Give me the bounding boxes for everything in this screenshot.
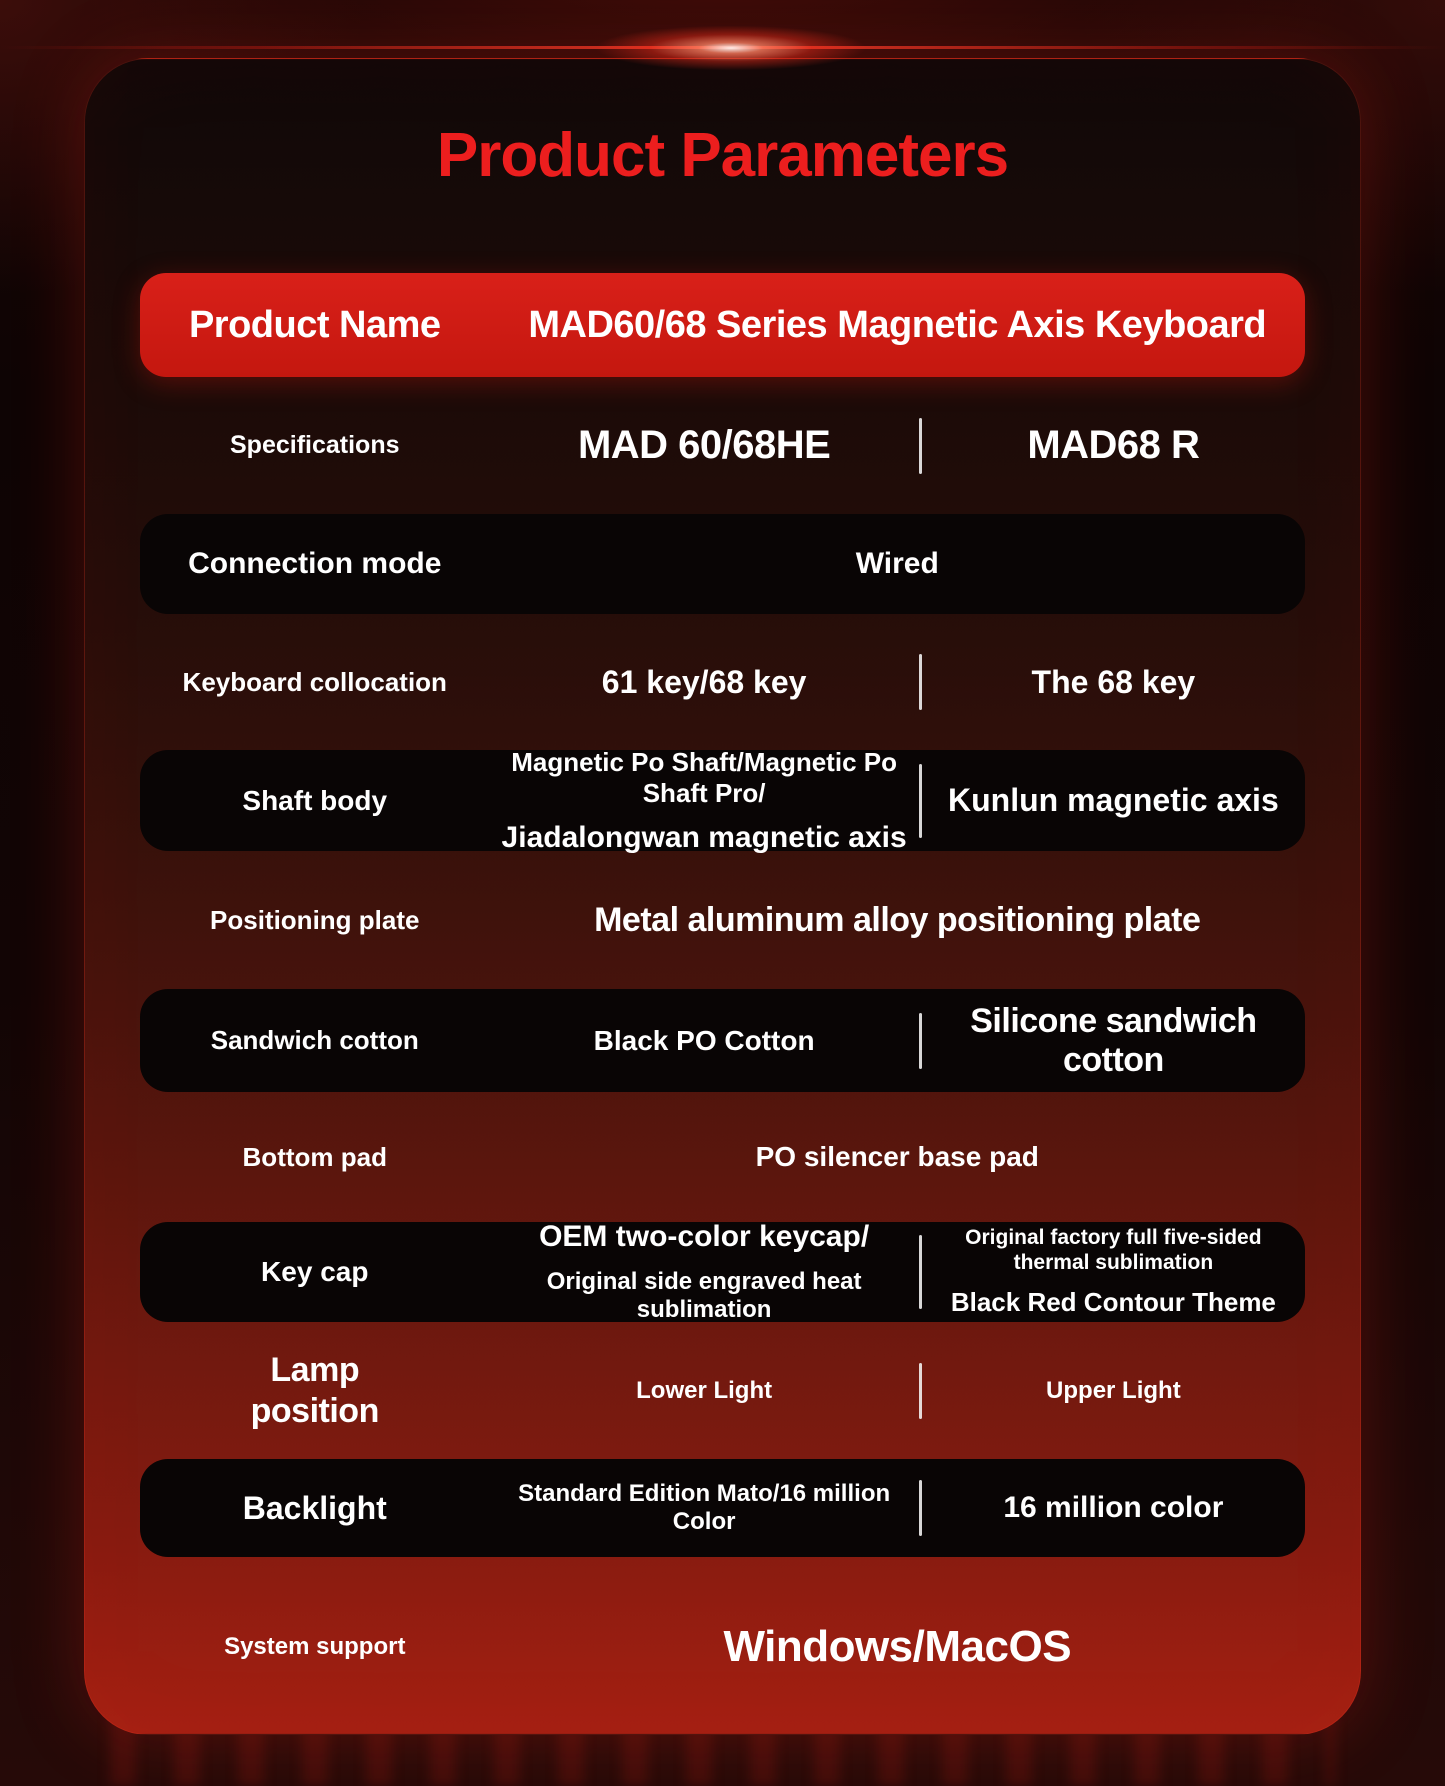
row-bottom-pad [140,1092,1305,1222]
row-lamp-position [140,1322,1305,1459]
specifications-col1: MAD 60/68HE [577,423,831,467]
keyboard-collocation-col1: 61 key/68 key [601,663,807,700]
key-cap-col1 [490,1220,919,1324]
row-connection-mode [140,514,1305,614]
bottom-pad-value: PO silencer base pad [755,1141,1039,1172]
positioning-plate-label: Positioning plate [210,904,420,935]
backlight-col2: 16 million color [1003,1491,1224,1524]
backlight-label: Backlight [242,1489,387,1526]
lamp-position-col1: Lower Light [636,1376,773,1404]
keyboard-collocation-col2: The 68 key [1031,663,1196,700]
specifications-col2: MAD68 R [1027,423,1200,467]
sandwich-cotton-label: Sandwich cotton [210,1025,419,1055]
connection-mode-value: Wired [855,547,939,580]
row-specifications [140,377,1305,514]
system-support-value: Windows/MacOS [723,1621,1072,1671]
shaft-body-col1-line2: Jiadalongwan magnetic axis [501,820,907,854]
page-title: Product Parameters [436,120,1009,190]
product-name-label: Product Name [188,303,441,346]
sandwich-cotton-col2: Silicone sandwich cotton [970,1001,1257,1079]
row-shaft-body [140,746,1305,854]
product-parameters-card [84,58,1361,1735]
shaft-body-col1 [490,747,919,855]
shaft-body-label: Shaft body [242,784,388,816]
shaft-body-col2: Kunlun magnetic axis [948,782,1279,818]
positioning-plate-value: Metal aluminum alloy positioning plate [594,900,1201,939]
row-system-support [140,1557,1305,1735]
shaft-body-col1-line1: Magnetic Po Shaft/Magnetic Po Shaft Pro/ [511,746,897,808]
key-cap-col1-line1: OEM two-color keycap/ [539,1220,870,1253]
row-backlight [140,1459,1305,1557]
key-cap-col2-line2: Black Red Contour Theme [950,1287,1276,1318]
backlight-col1: Standard Edition Mato/16 million Color [518,1480,891,1535]
row-product-name [140,273,1305,377]
row-key-cap [140,1222,1305,1322]
product-name-value: MAD60/68 Series Magnetic Axis Keyboard [528,303,1267,346]
lens-flare-line [0,46,1445,49]
keyboard-collocation-label: Keyboard collocation [182,666,447,697]
connection-mode-label: Connection mode [188,547,442,580]
lamp-position-col2: Upper Light [1046,1376,1181,1404]
row-sandwich-cotton [140,989,1305,1092]
row-positioning-plate [140,851,1305,989]
key-cap-col2-line1: Original factory full five-sided thermal sublimation [965,1225,1262,1274]
lamp-position-label [140,1322,490,1459]
system-support-label: System support [224,1632,406,1660]
specifications-label: Specifications [230,431,400,459]
lamp-position-label-text: Lamp position [250,1351,379,1430]
key-cap-col2 [922,1226,1305,1319]
sandwich-cotton-col1: Black PO Cotton [593,1024,815,1056]
key-cap-col1-line2: Original side engraved heat sublimation [546,1268,862,1323]
row-keyboard-collocation [140,614,1305,750]
bottom-pad-label: Bottom pad [242,1141,387,1172]
key-cap-label: Key cap [261,1256,369,1287]
